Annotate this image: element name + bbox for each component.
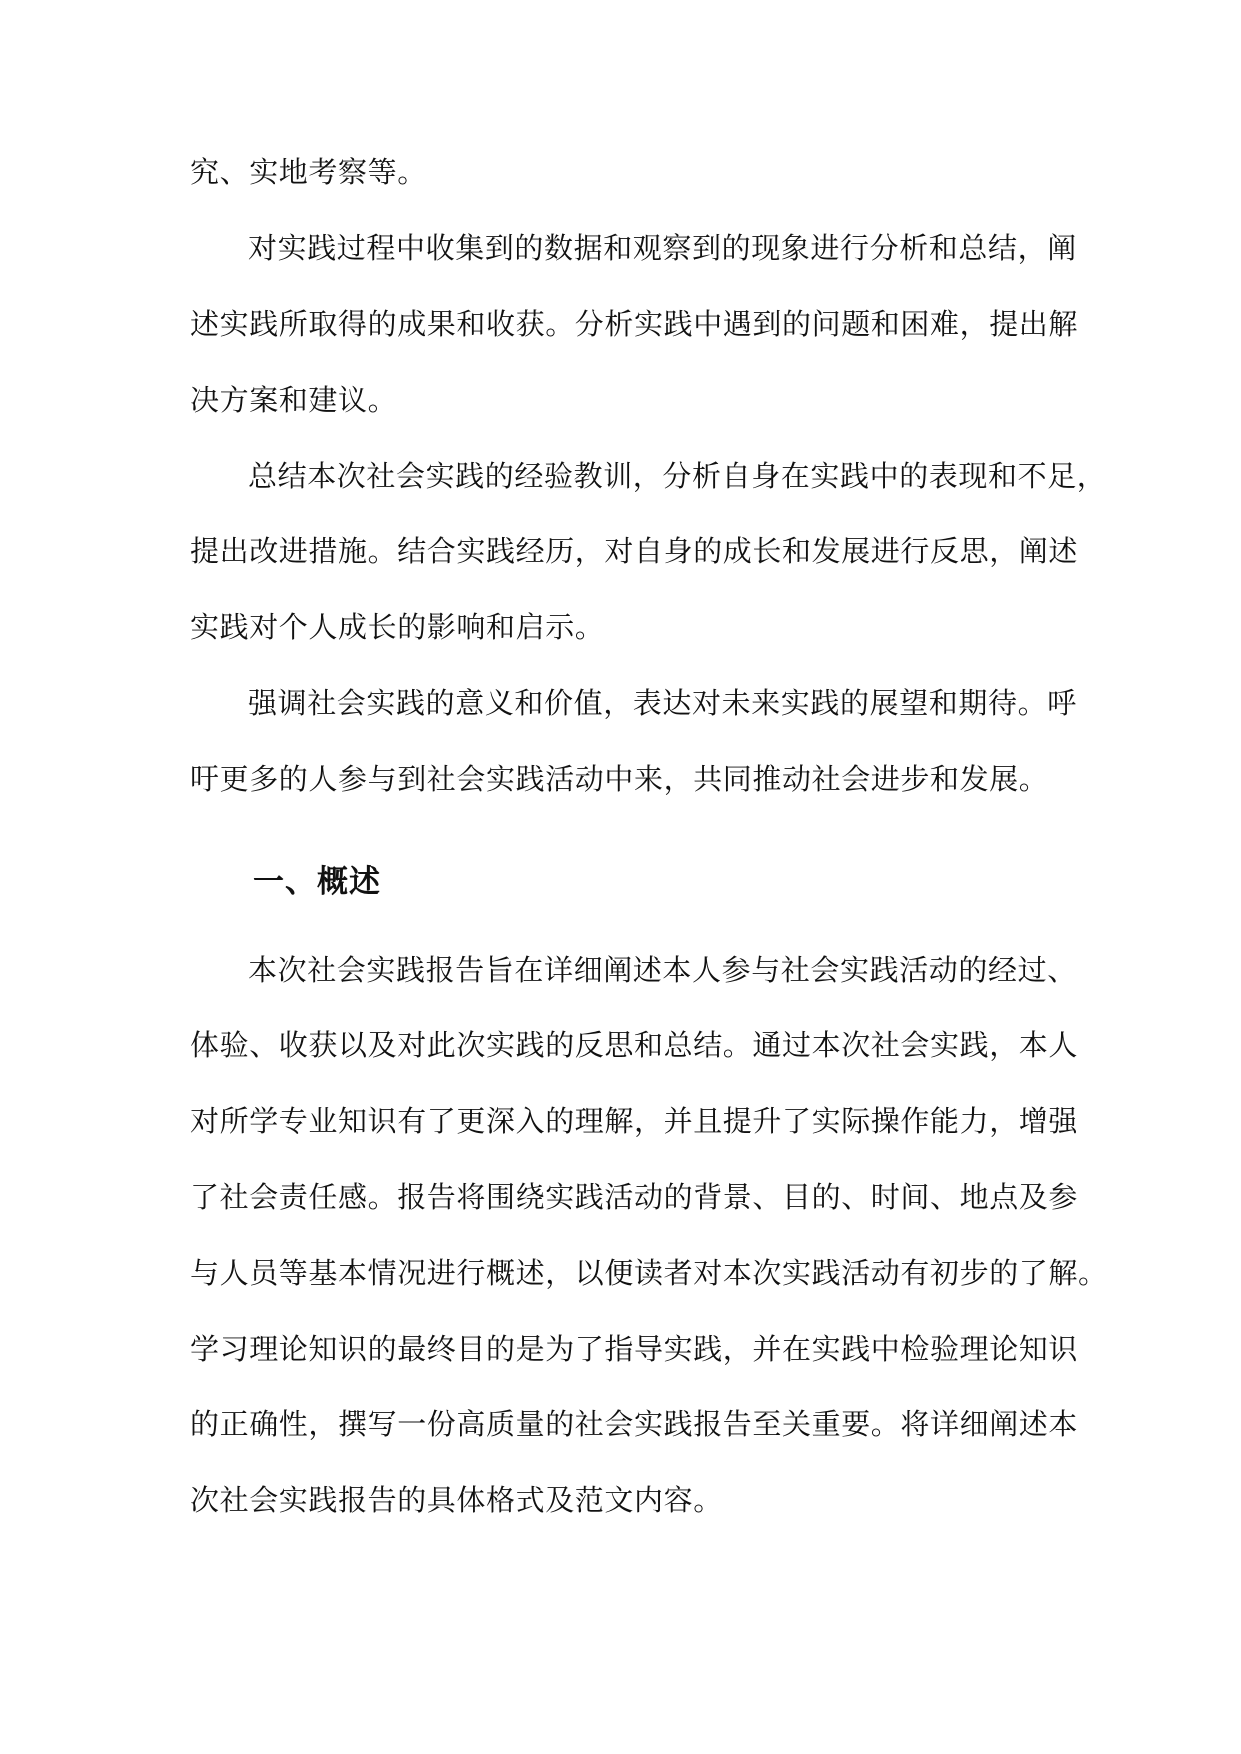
paragraph-line: 提出改进措施。结合实践经历，对自身的成长和发展进行反思，阐述	[190, 534, 1079, 568]
paragraph-line: 强调社会实践的意义和价值，表达对未来实践的展望和期待。呼	[248, 686, 1077, 720]
paragraph-line: 了社会责任感。报告将围绕实践活动的背景、目的、时间、地点及参	[190, 1180, 1079, 1214]
paragraph-line: 总结本次社会实践的经验教训，分析自身在实践中的表现和不足，	[248, 459, 1107, 493]
section-heading: 一、概述	[253, 864, 381, 900]
paragraph-line: 决方案和建议。	[190, 383, 398, 417]
paragraph-line: 吁更多的人参与到社会实践活动中来，共同推动社会进步和发展。	[190, 762, 1049, 796]
paragraph-line: 的正确性，撰写一份高质量的社会实践报告至关重要。将详细阐述本	[190, 1407, 1079, 1441]
paragraph-line: 次社会实践报告的具体格式及范文内容。	[190, 1483, 723, 1517]
paragraph-line: 实践对个人成长的影响和启示。	[190, 610, 605, 644]
paragraph-line: 学习理论知识的最终目的是为了指导实践，并在实践中检验理论知识	[190, 1332, 1079, 1366]
paragraph-line: 对实践过程中收集到的数据和观察到的现象进行分析和总结，阐	[248, 231, 1077, 265]
paragraph-line: 与人员等基本情况进行概述，以便读者对本次实践活动有初步的了解。	[190, 1256, 1108, 1290]
paragraph-line: 究、实地考察等。	[190, 155, 427, 189]
paragraph-line: 本次社会实践报告旨在详细阐述本人参与社会实践活动的经过、	[248, 953, 1077, 987]
paragraph-line: 体验、收获以及对此次实践的反思和总结。通过本次社会实践，本人	[190, 1028, 1079, 1062]
paragraph-line: 述实践所取得的成果和收获。分析实践中遇到的问题和困难，提出解	[190, 307, 1079, 341]
paragraph-line: 对所学专业知识有了更深入的理解，并且提升了实际操作能力，增强	[190, 1104, 1079, 1138]
